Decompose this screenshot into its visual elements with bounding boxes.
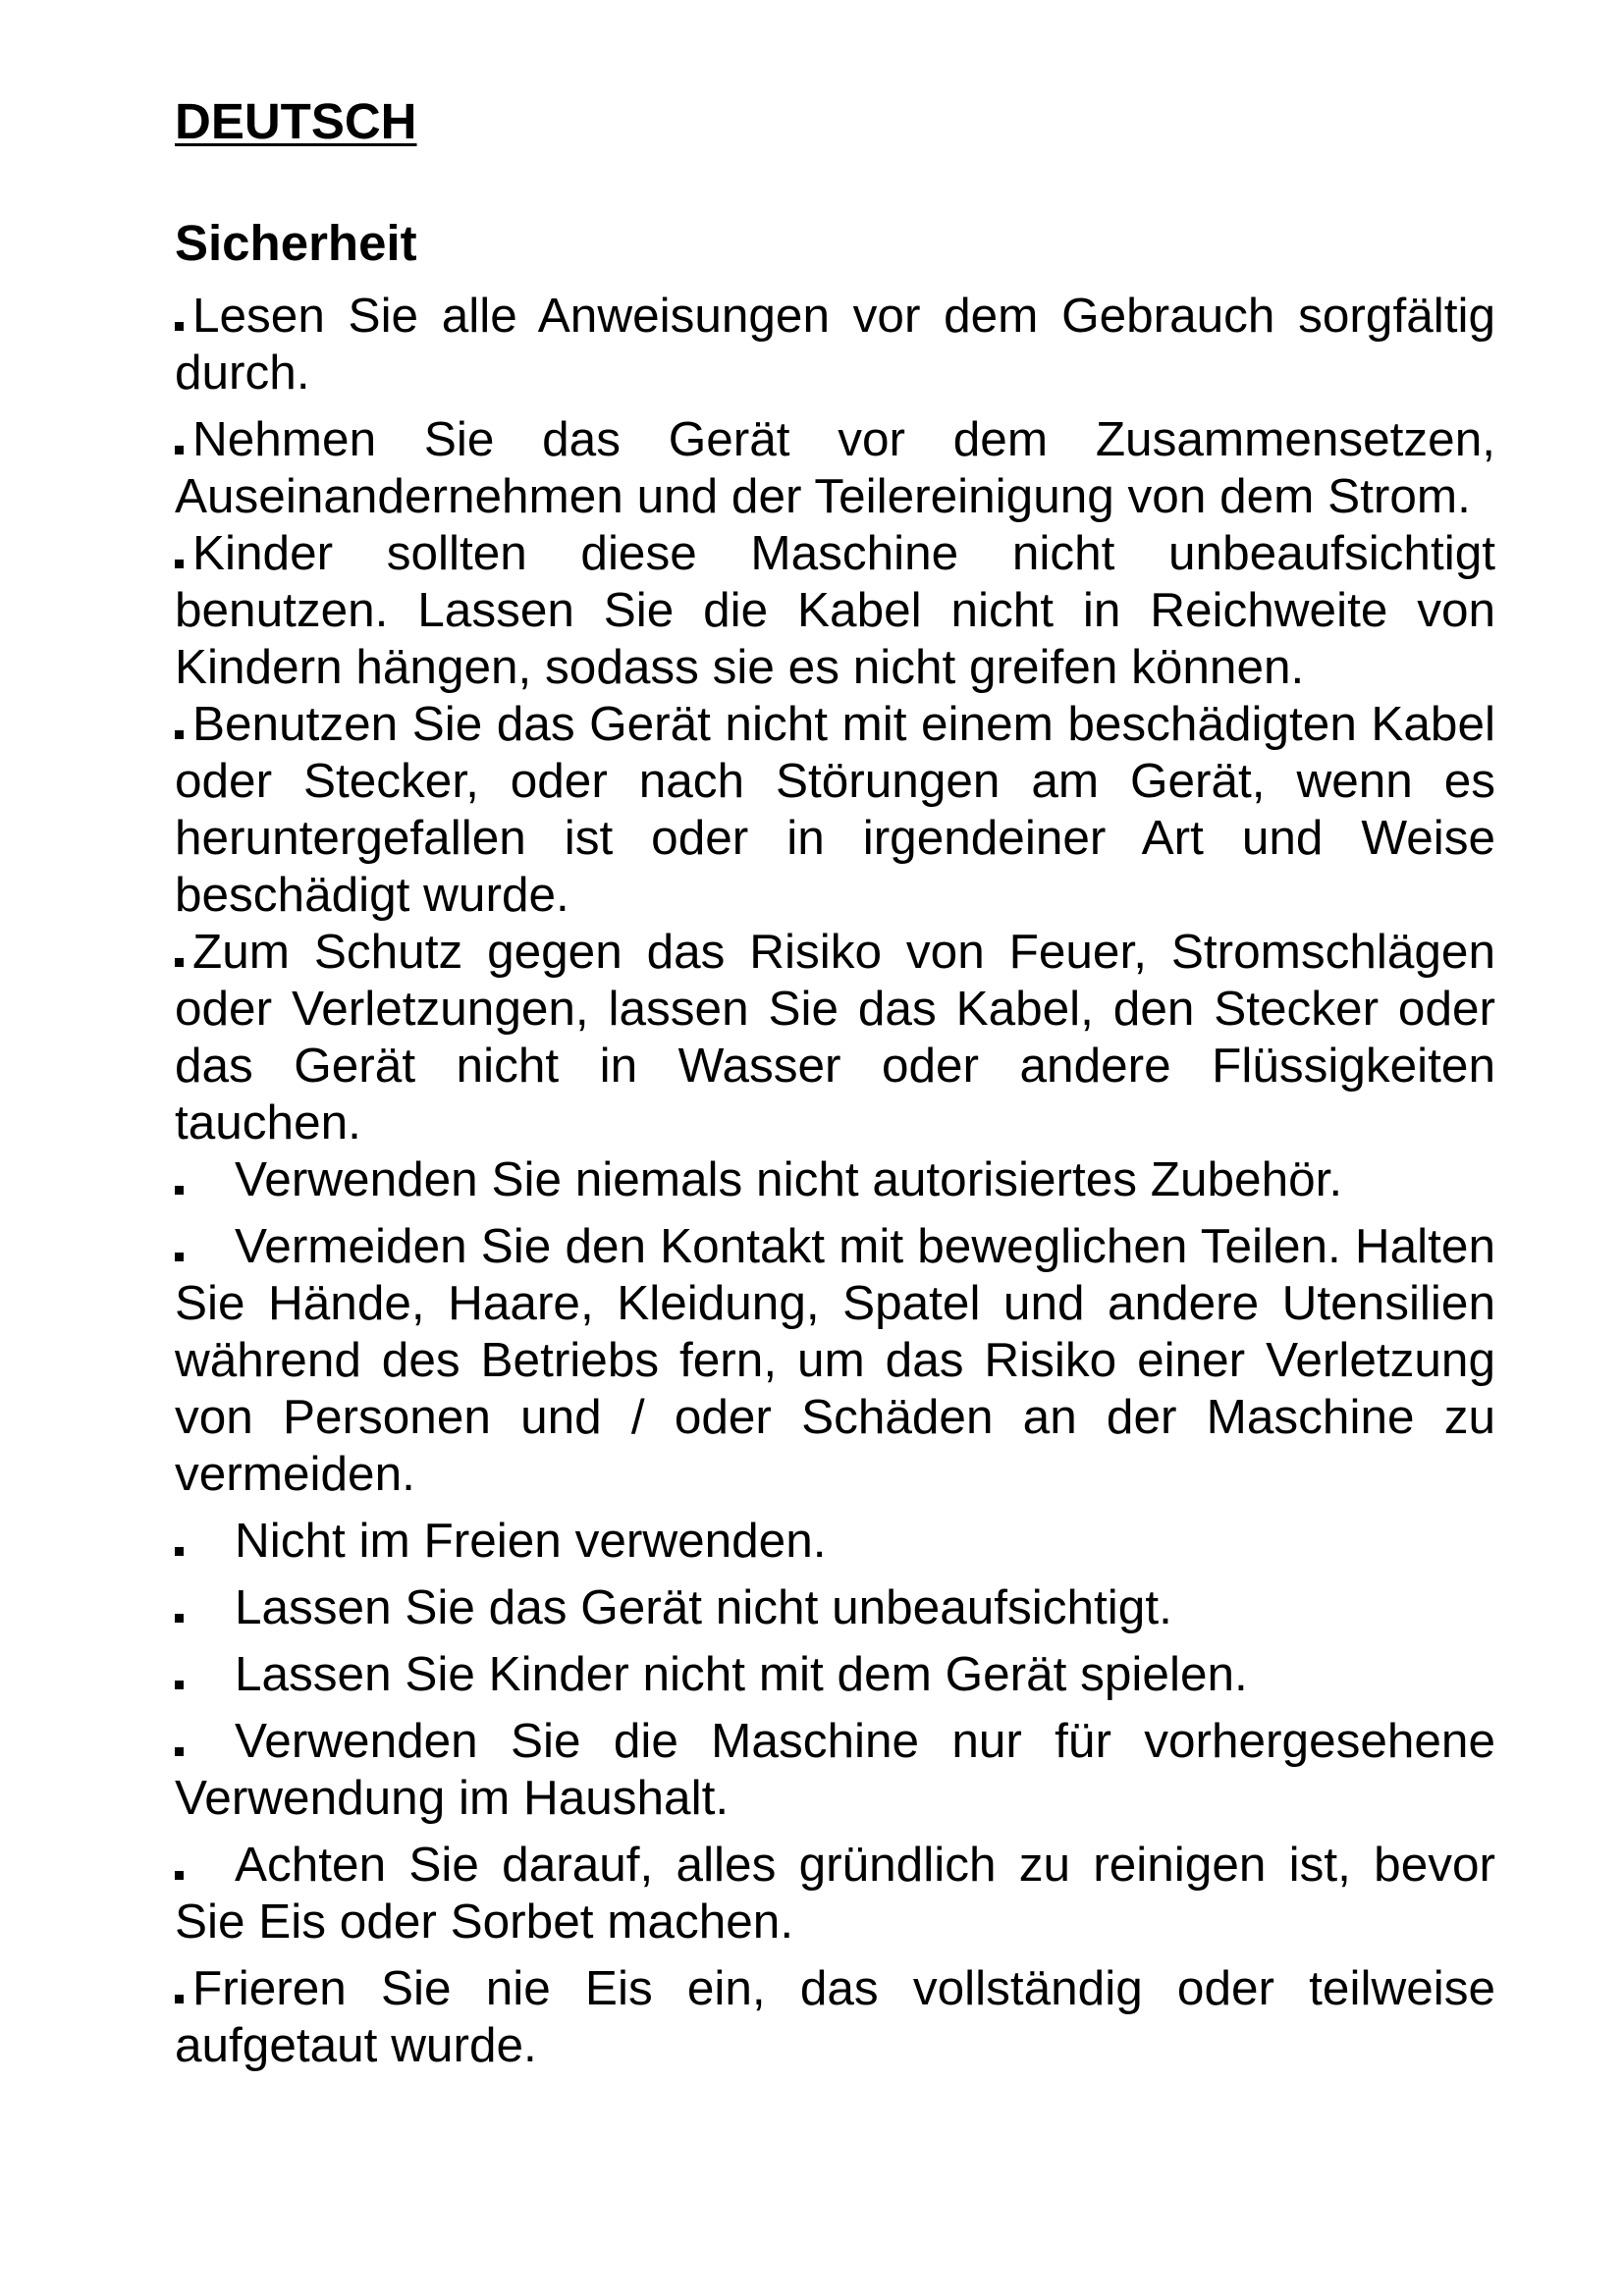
list-item-text: Vermeiden Sie den Kontakt mit beweglichen Teilen. Halten Sie Hände, Haare, Kleidung, Spatel und andere Utensilien während des Betriebs fern, um das Risiko einer Verletzung von Personen und / oder Schäden an der Maschine zu vermeiden. bbox=[175, 1219, 1495, 1501]
bullet-icon bbox=[175, 1547, 184, 1556]
list-item bbox=[175, 1513, 1495, 1570]
list-item-text: Lesen Sie alle Anweisungen vor dem Gebrauch sorgfältig durch. bbox=[175, 289, 1495, 400]
list-item-text: Lassen Sie Kinder nicht mit dem Gerät spielen. bbox=[235, 1647, 1248, 1701]
list-item-text: Lassen Sie das Gerät nicht unbeaufsichtigt. bbox=[235, 1580, 1172, 1634]
bullet-icon bbox=[175, 1681, 184, 1689]
list-item-text: Verwenden Sie niemals nicht autorisiertes Zubehör. bbox=[235, 1152, 1343, 1206]
list-item bbox=[175, 1713, 1495, 1827]
list-item bbox=[175, 1151, 1495, 1208]
list-item bbox=[175, 924, 1495, 1151]
list-item-text: Nicht im Freien verwenden. bbox=[235, 1514, 827, 1568]
bullet-icon bbox=[175, 958, 184, 967]
bullet-icon bbox=[175, 1747, 184, 1756]
list-item-text: Nehmen Sie das Gerät vor dem Zusammensetzen, Auseinandernehmen und der Teilereinigung von dem Strom. bbox=[175, 412, 1495, 523]
list-item bbox=[175, 1579, 1495, 1636]
bullet-icon bbox=[175, 560, 184, 568]
section-title: Sicherheit bbox=[175, 215, 417, 271]
bullet-icon bbox=[175, 322, 184, 331]
language-heading: DEUTSCH bbox=[175, 93, 417, 149]
list-item-text: Benutzen Sie das Gerät nicht mit einem beschädigten Kabel oder Stecker, oder nach Störungen am Gerät, wenn es heruntergefallen ist oder in irgendeiner Art und Weise beschädigt wurde. bbox=[175, 697, 1495, 922]
bullet-icon bbox=[175, 1871, 184, 1880]
bullet-icon bbox=[175, 446, 184, 454]
list-item bbox=[175, 288, 1495, 401]
list-item-text: Kinder sollten diese Maschine nicht unbeaufsichtigt benutzen. Lassen Sie die Kabel nicht in Reichweite von Kindern hängen, sodass sie es nicht greifen können. bbox=[175, 526, 1495, 694]
list-item bbox=[175, 1837, 1495, 1950]
list-item bbox=[175, 411, 1495, 525]
list-item-text: Zum Schutz gegen das Risiko von Feuer, Stromschlägen oder Verletzungen, lassen Sie das Kabel, den Stecker oder das Gerät nicht in Wasser oder andere Flüssigkeiten tauchen. bbox=[175, 925, 1495, 1149]
safety-instructions-list bbox=[175, 288, 1495, 2074]
bullet-icon bbox=[175, 1253, 184, 1261]
list-item-text: Verwenden Sie die Maschine nur für vorhergesehene Verwendung im Haushalt. bbox=[175, 1714, 1495, 1825]
bullet-icon bbox=[175, 1186, 184, 1195]
list-item bbox=[175, 1218, 1495, 1503]
list-item bbox=[175, 525, 1495, 696]
list-item-text: Achten Sie darauf, alles gründlich zu reinigen ist, bevor Sie Eis oder Sorbet machen. bbox=[175, 1838, 1495, 1949]
list-item bbox=[175, 1960, 1495, 2074]
bullet-icon bbox=[175, 730, 184, 739]
list-item-text: Frieren Sie nie Eis ein, das vollständig oder teilweise aufgetaut wurde. bbox=[175, 1961, 1495, 2072]
bullet-icon bbox=[175, 1995, 184, 2003]
bullet-icon bbox=[175, 1614, 184, 1623]
list-item bbox=[175, 696, 1495, 924]
list-item bbox=[175, 1646, 1495, 1703]
